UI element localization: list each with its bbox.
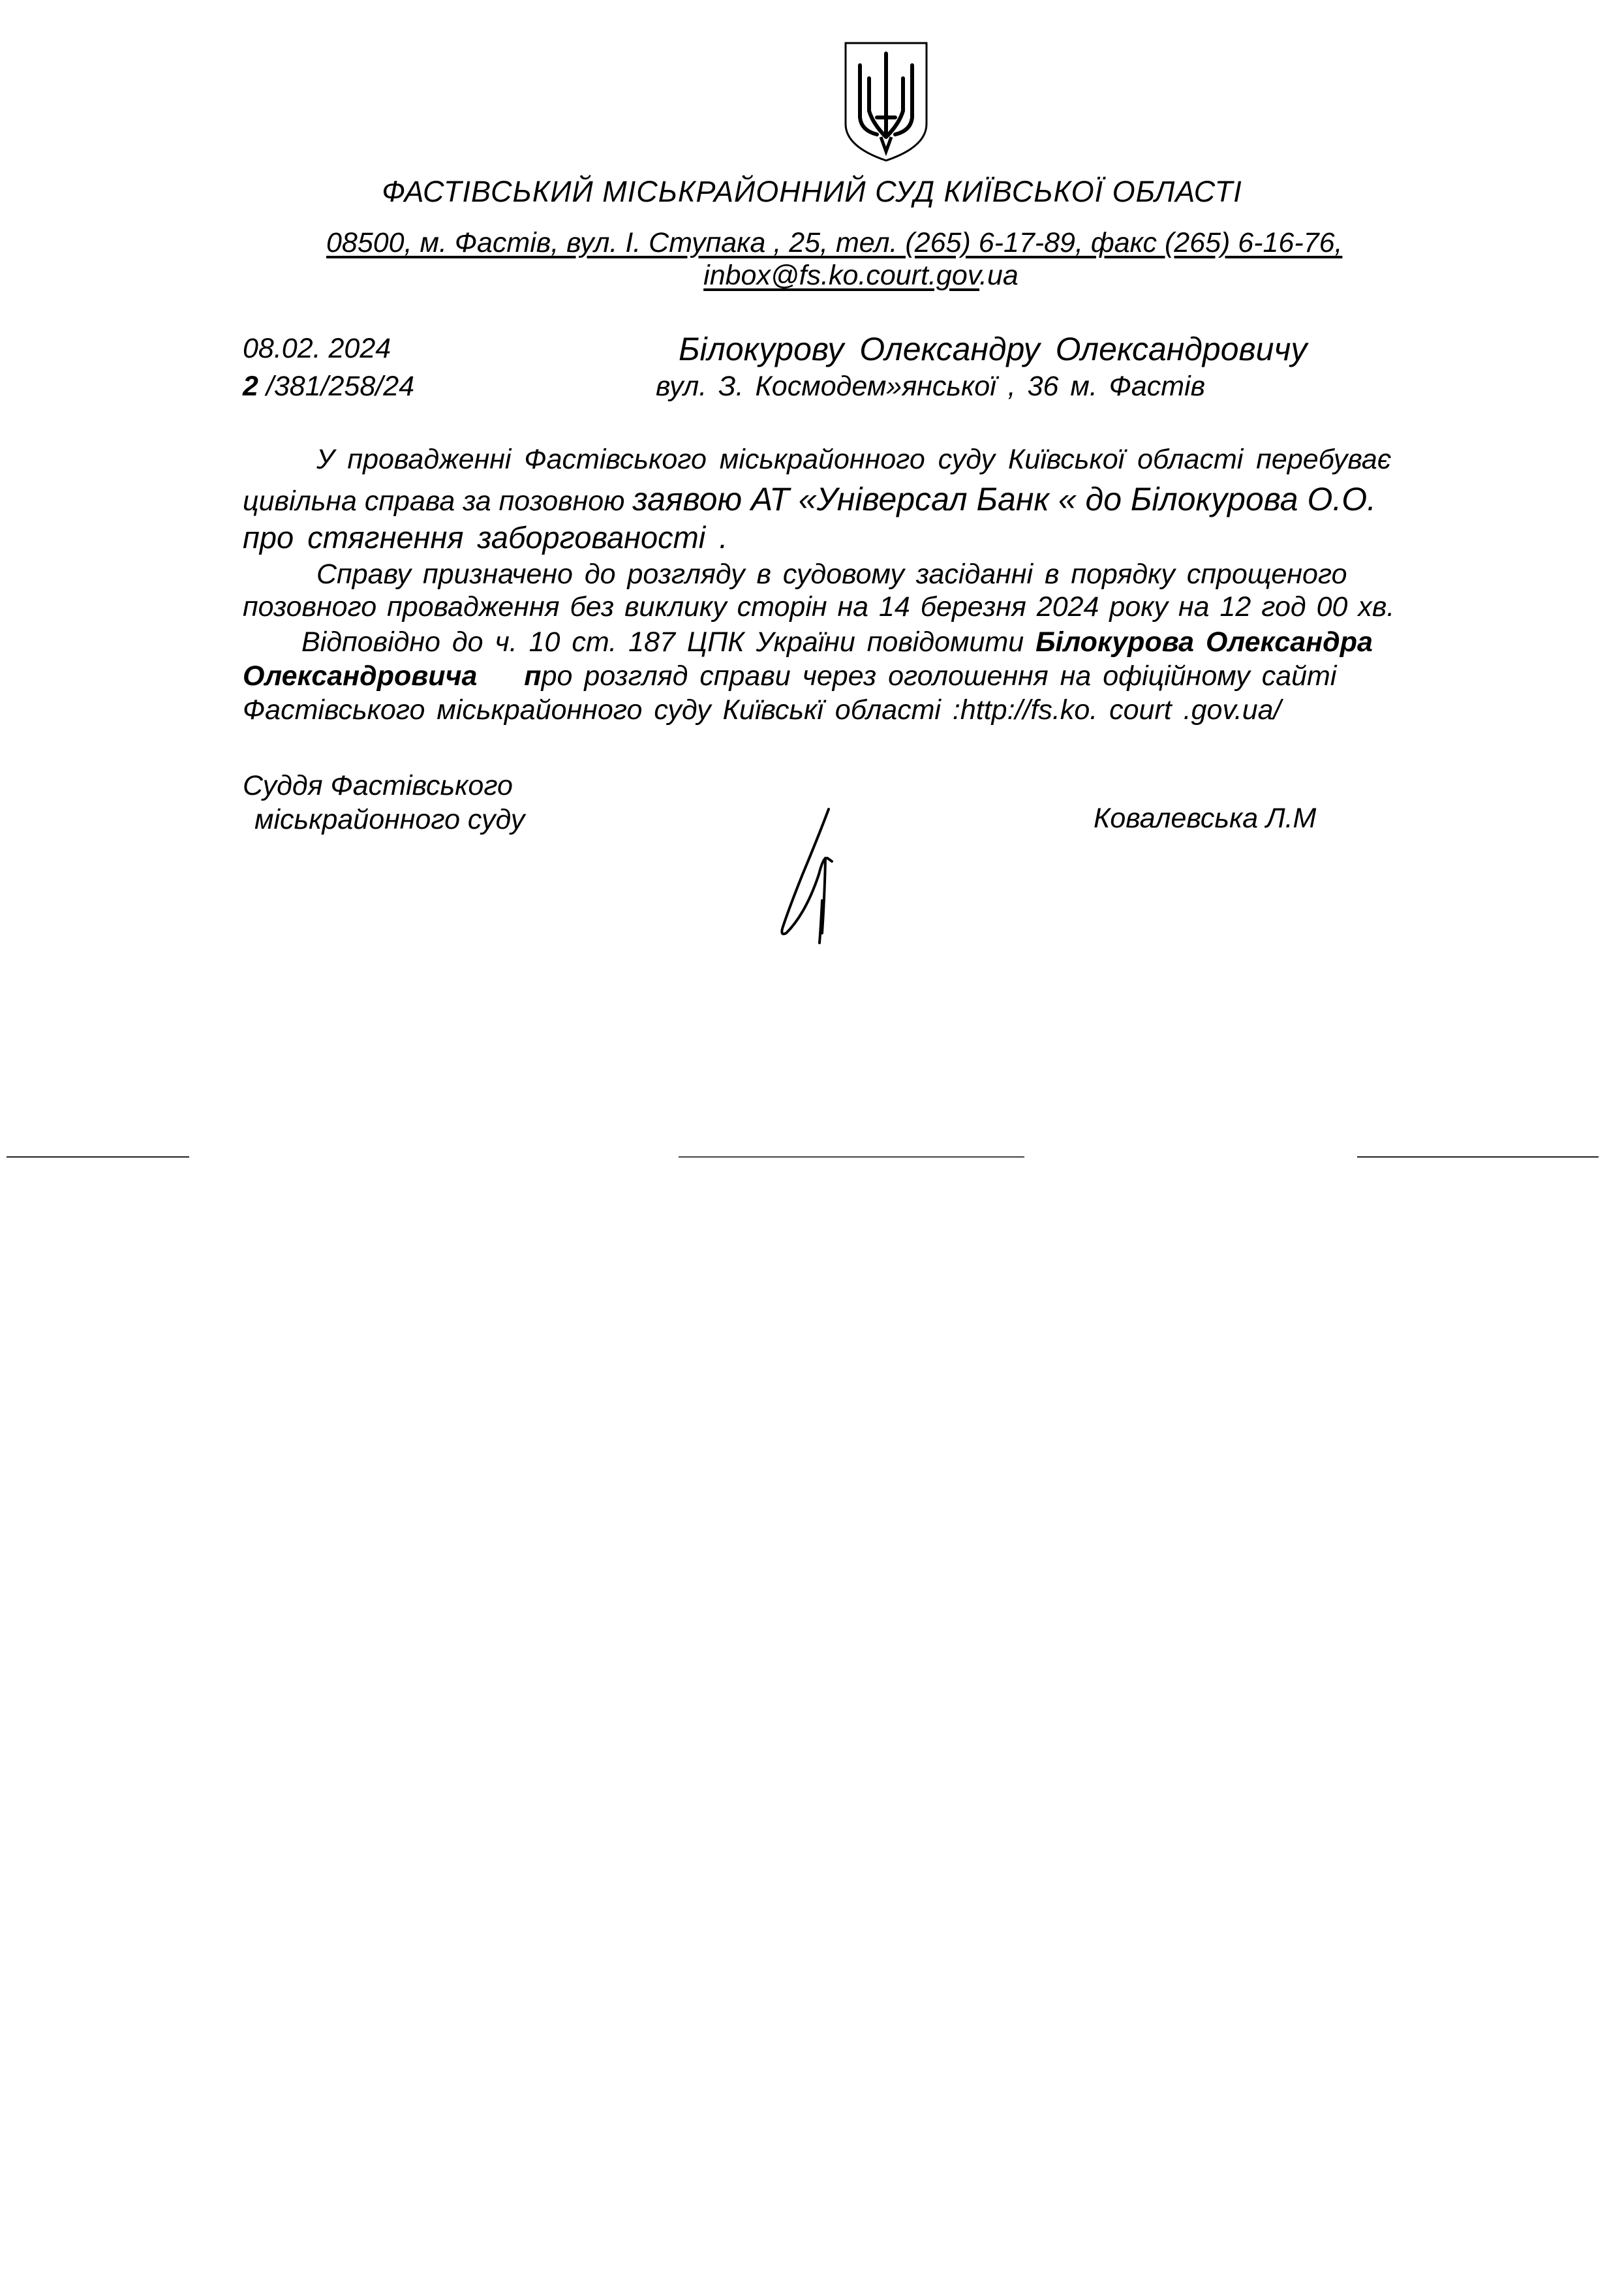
- court-email[interactable]: inbox@fs.ko.court.gov: [703, 260, 980, 291]
- divider-line-middle: [679, 1156, 1024, 1158]
- paragraph-3-line-2: [243, 660, 1336, 692]
- paragraph-1-line-2: [243, 480, 1376, 518]
- paragraph-3-line-2-rest: ро розгляд справи через оголошення на офіційному сайті: [541, 660, 1337, 692]
- paragraph-2-line-1: Справу призначено до розгляду в судовому засіданні в порядку спрощеного: [316, 559, 1347, 590]
- court-email-line: [0, 260, 1624, 292]
- court-name: ФАСТІВСЬКИЙ МІСЬКРАЙОННИЙ СУД КИЇВСЬКОЇ ОБЛАСТІ: [382, 175, 1242, 208]
- document-number-rest: /381/258/24: [258, 371, 415, 402]
- recipient-address: вул. З. Космодем»янської , 36 м. Фастів: [656, 371, 1206, 402]
- judge-title-line-1: Суддя Фастівського: [243, 770, 513, 801]
- paragraph-3-line-3: Фастівського міськрайонного суду Київськї області :http://fs.ko. court .gov.ua/: [243, 694, 1281, 726]
- judge-title-line-2: міськрайонного суду: [254, 804, 525, 835]
- coat-of-arms-icon: [840, 39, 932, 163]
- document-date: 08.02. 2024: [243, 333, 391, 364]
- court-email-suffix: .ua: [979, 260, 1019, 291]
- paragraph-1-line-3: про стягнення заборгованості .: [243, 520, 728, 555]
- defendant-name-part-2: Олександровича: [243, 660, 478, 692]
- handwritten-signature: [757, 796, 868, 959]
- paragraph-1-line-2-part-b: заявою АТ «Універсал Банк « до Білокурова О.О.: [632, 481, 1377, 517]
- paragraph-2-line-2: позовного провадження без виклику сторін на 14 березня 2024 року на 12 год 00 хв.: [243, 591, 1395, 623]
- document-number: [243, 371, 414, 403]
- defendant-name-part-1: Білокурова Олександра: [1035, 626, 1373, 658]
- paragraph-3-line-1-part-a: Відповідно до ч. 10 ст. 187 ЦПК України повідомити: [301, 626, 1036, 658]
- court-address: 08500, м. Фастів, вул. І. Ступака , 25, тел. (265) 6-17-89, факс (265) 6-16-76,: [326, 227, 1343, 258]
- paragraph-1-line-1: У провадженні Фастівського міськрайонного суду Київської області перебуває: [316, 444, 1392, 475]
- judge-name: Ковалевська Л.М: [1094, 803, 1317, 834]
- document-number-bold: 2: [243, 371, 258, 402]
- paragraph-3-line-1: [301, 626, 1373, 658]
- bold-letter: п: [524, 660, 542, 692]
- paragraph-1-line-2-part-a: цивільна справа за позовною: [243, 485, 633, 517]
- recipient-name: Білокурову Олександру Олександровичу: [679, 331, 1308, 367]
- divider-line-right: [1357, 1156, 1599, 1158]
- divider-line-left: [7, 1156, 189, 1158]
